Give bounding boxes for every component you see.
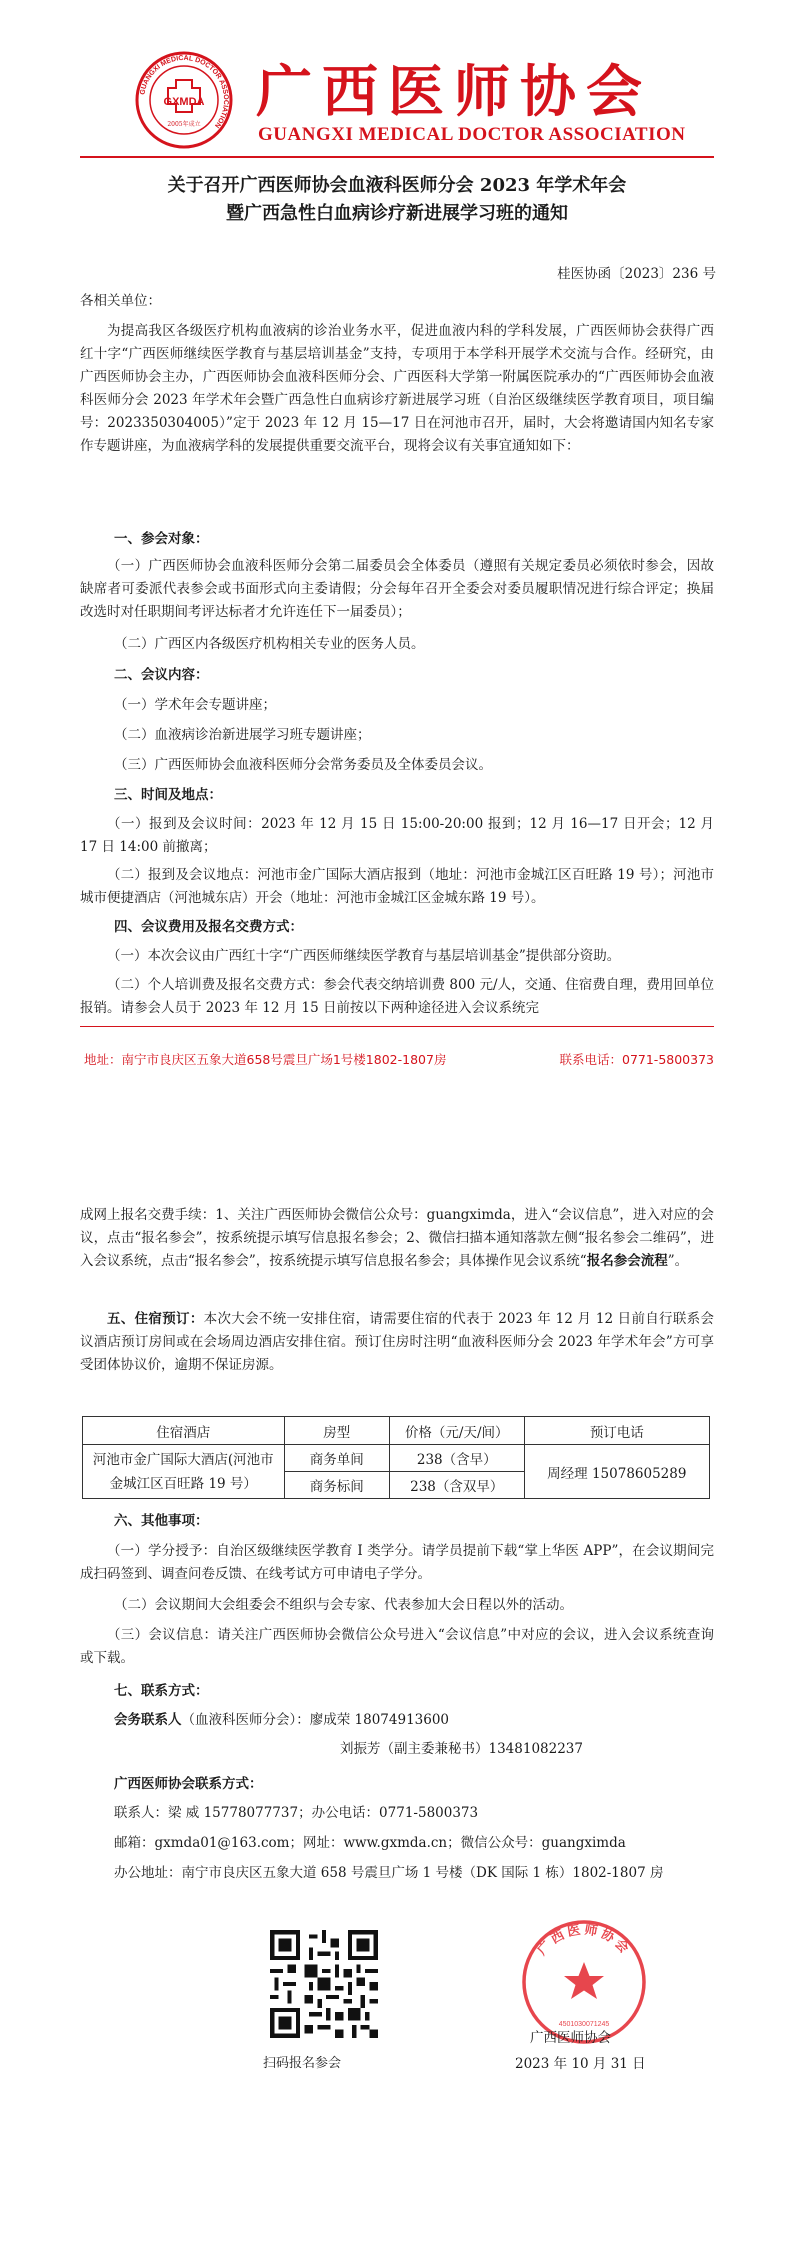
section-4-item-2-continued: 成网上报名交费手续：1、关注广西医师协会微信公众号：guangximda，进入“会议信息”，进入对应的会议，点击“报名参会”，按系统提示填写信息报名参会；2、微信扫描本通知落款左侧“报名参会二维码”，进入会议系统，点击“报名参会”，按系统提示填写信息报名参会；具体操作见会议系统“报名参会流程”。	[80, 1207, 714, 1269]
section-6-title: 六、其他事项：	[114, 1513, 209, 1529]
logo-abbrev: GXMDA	[163, 96, 205, 108]
affairs-contact-2: 刘振芳（副主委兼秘书）13481082237	[340, 1741, 583, 1757]
section-7-title: 七、联系方式：	[114, 1683, 209, 1699]
room-price-cell: 238（含双早）	[389, 1472, 524, 1499]
header-divider	[80, 156, 714, 158]
section-1-item-2: （二）广西区内各级医疗机构相关专业的医务人员。	[114, 636, 425, 652]
notice-title-line1: 关于召开广西医师协会血液科医师分会 2023 年学术年会	[167, 175, 627, 196]
brand-name-en: GUANGXI MEDICAL DOCTOR ASSOCIATION	[258, 124, 686, 145]
hotel-name-cell: 河池市金广国际大酒店(河池市金城江区百旺路 19 号）	[83, 1445, 285, 1499]
section-5-paragraph: 五、住宿预订：本次大会不统一安排住宿，请需要住宿的代表于 2023 年 12 月 12 日前自行联系会议酒店预订房间或在会场周边酒店安排住宿。预订住房时注明“血液科医师分会 2023 年学术年会”方可享受团体协议价，逾期不保证房源。	[80, 1311, 714, 1373]
signup-process-emphasis: 报名参会流程	[586, 1253, 668, 1269]
document-number: 桂医协函〔2023〕236 号	[557, 266, 716, 282]
svg-text:广西医师协会	[534, 1922, 634, 1959]
logo-ring-text: GUANGXI MEDICAL DOCTOR ASSOCIATION	[139, 54, 230, 129]
section-2-item-2: （二）血液病诊治新进展学习班专题讲座；	[114, 727, 371, 743]
table-header-row	[83, 1417, 710, 1445]
section-4-item-1: （一）本次会议由广西红十字“广西医师继续医学教育与基层培训基金”提供部分资助。	[107, 948, 621, 964]
room-type-cell: 商务单间	[284, 1445, 389, 1472]
signature-date: 2023 年 10 月 31 日	[515, 2056, 646, 2072]
table-header: 价格（元/天/间）	[389, 1417, 524, 1445]
footer-phone: 联系电话：0771-5800373	[559, 1052, 714, 1067]
signup-qr-code[interactable]	[270, 1930, 378, 2038]
intro-paragraph: 为提高我区各级医疗机构血液病的诊治业务水平，促进血液内科的学科发展，广西医师协会获得广西红十字“广西医师继续医学教育与基层培训基金”支持，专项用于本学科开展学术交流与合作。经研究，由广西医师协会主办，广西医师协会血液科医师分会、广西医科大学第一附属医院承办的“广西医师协会血液科医师分会 2023 年学术年会暨广西急性白血病诊疗新进展学习班（自治区级继续医学教育项目，项目编号：2023350304005）”定于 2023 年 12 月 15—17 日在河池市召开，届时，大会将邀请国内知名专家作专题讲座，为血液病学科的发展提供重要交流平台，现将会议有关事宜通知如下：	[80, 323, 714, 454]
salutation: 各相关单位：	[80, 293, 161, 309]
section-6-item-2: （二）会议期间大会组委会不组织与会专家、代表参加大会日程以外的活动。	[114, 1597, 573, 1613]
section-4-title: 四、会议费用及报名交费方式：	[114, 919, 303, 935]
booking-phone-cell: 周经理 15078605289	[524, 1445, 709, 1499]
section-3-item-2: （二）报到及会议地点：河池市金广国际大酒店报到（地址：河池市金城江区百旺路 19 号）；河池市城市便捷酒店（河池城东店）开会（地址：河池市金城江区金城东路 19 号）。	[80, 867, 714, 906]
section-1-title: 一、参会对象：	[114, 531, 209, 547]
section-3-item-1: （一）报到及会议时间：2023 年 12 月 15 日 15:00-20:00 报到；12 月 16—17 日开会；12 月 17 日 14:00 前撤离；	[80, 816, 715, 855]
room-price-cell: 238（含早）	[389, 1445, 524, 1472]
assoc-contact-email: 邮箱：gxmda01@163.com；网址：www.gxmda.cn；微信公众号：guangximda	[114, 1835, 626, 1851]
qr-caption: 扫码报名参会	[263, 2056, 342, 2071]
section-6-item-3: （三）会议信息：请关注广西医师协会微信公众号进入“会议信息”中对应的会议，进入会议系统查询或下载。	[80, 1627, 714, 1666]
assoc-contact-person: 联系人：梁 威 15778077737；办公电话：0771-5800373	[114, 1805, 479, 1821]
association-logo	[134, 50, 234, 150]
brand-name-cn: 广西医师协会	[256, 59, 652, 125]
seal-code: 4501030071245	[558, 2021, 610, 2028]
section-4-item-2: （二）个人培训费及报名交费方式：参会代表交纳培训费 800 元/人，交通、住宿费自理，费用回单位报销。请参会人员于 2023 年 12 月 15 日前按以下两种途径进入会议系统完	[80, 977, 714, 1016]
affairs-contact: 会务联系人（血液科医师分会）：廖成荣 18074913600	[114, 1712, 450, 1728]
notice-title-line2: 暨广西急性白血病诊疗新进展学习班的通知	[226, 203, 568, 224]
table-header: 住宿酒店	[83, 1417, 285, 1445]
seal-text: 广西医师协会	[534, 1922, 634, 1959]
signature-org: 广西医师协会	[530, 2030, 611, 2046]
assoc-contact-title: 广西医师协会联系方式：	[114, 1776, 263, 1792]
table-row	[83, 1445, 710, 1472]
section-2-item-1: （一）学术年会专题讲座；	[114, 697, 276, 713]
room-type-cell: 商务标间	[284, 1472, 389, 1499]
section-6-item-1: （一）学分授予：自治区级继续医学教育 I 类学分。请学员提前下载“掌上华医 APP”，在会议期间完成扫码签到、调查问卷反馈、在线考试方可申请电子学分。	[80, 1543, 714, 1582]
section-1-item-1: （一）广西医师协会血液科医师分会第二届委员会全体委员（遵照有关规定委员必须依时参会，因故缺席者可委派代表参会或书面形式向主委请假；分会每年召开全委会对委员履职情况进行综合评定；换届改选时对任职期间考评达标者才允许连任下一届委员）；	[80, 558, 714, 620]
section-2-title: 二、会议内容：	[114, 667, 209, 683]
section-5-title: 五、住宿预订：	[107, 1311, 204, 1327]
section-2-item-3: （三）广西医师协会血液科医师分会常务委员及全体委员会议。	[114, 757, 492, 773]
hotel-table	[82, 1416, 710, 1499]
table-header: 房型	[284, 1417, 389, 1445]
table-header: 预订电话	[524, 1417, 709, 1445]
page-footer-divider	[80, 1026, 714, 1027]
assoc-contact-address: 办公地址：南宁市良庆区五象大道 658 号震旦广场 1 号楼（DK 国际 1 栋）1802-1807 房	[114, 1865, 664, 1881]
footer-address: 地址：南宁市良庆区五象大道658号震旦广场1号楼1802-1807房	[84, 1052, 447, 1067]
section-3-title: 三、时间及地点：	[114, 787, 222, 803]
logo-year: 2005年成立	[167, 121, 201, 128]
